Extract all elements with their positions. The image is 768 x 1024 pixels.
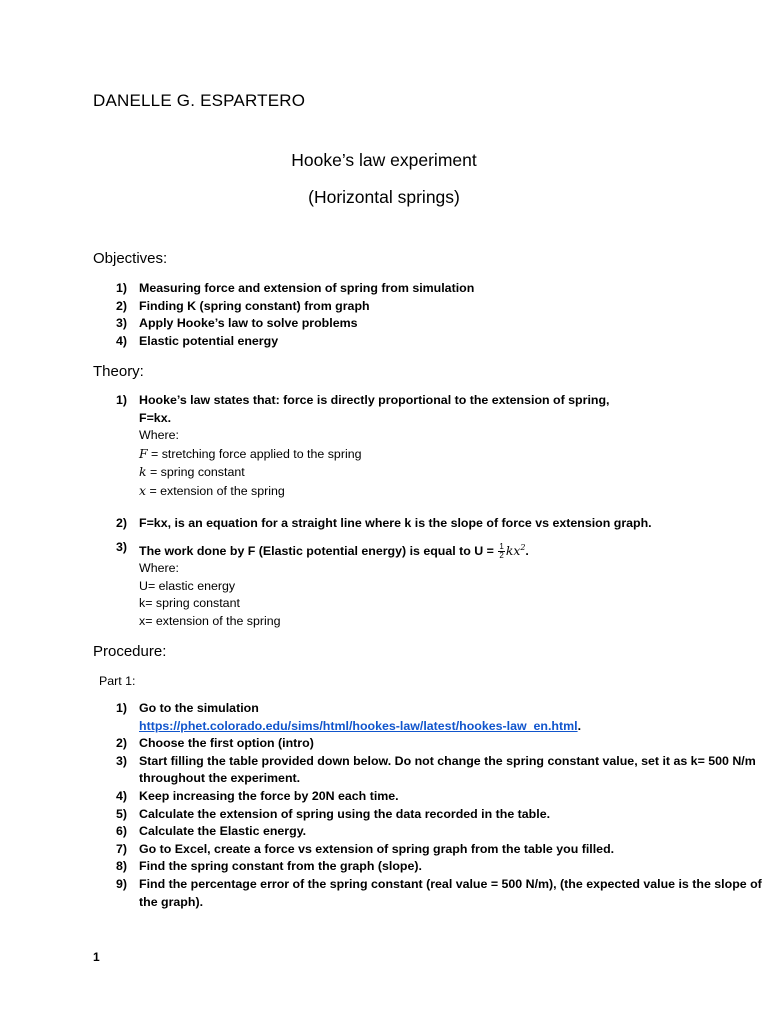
theory-list-1 — [0, 392, 609, 501]
list-item: 3) Apply Hooke’s law to solve problems — [116, 316, 358, 331]
objectives-list — [0, 280, 474, 350]
theory-item-work-done: 3) The work done by F (Elastic potential energy) is equal to U = $\frac{1}{2}$ $kx^2$. — [116, 540, 529, 561]
list-item: 3) Start filling the table provided down below. Do not change the spring constant value, set it as k= 500 N/m throughout the experiment. — [116, 753, 756, 786]
theory-list-3 — [0, 539, 529, 561]
list-item: 6) Calculate the Elastic energy. — [116, 824, 307, 839]
list-item: 7) Go to Excel, create a force vs extension of spring graph from the table you filled. — [116, 841, 615, 856]
document-subtitle: (Horizontal springs) — [308, 187, 460, 207]
list-item: 1) Go to the simulation https://phet.colorado.edu/sims/html/hookes-law/latest/hookes-law_en.html. — [116, 701, 582, 733]
theory-item-hookes-law: 1) Hooke’s law states that: force is directly proportional to the extension of spring, F=kx. Where: F = stretching force applied to the spring k = spring constant x = extension of the spring — [116, 393, 610, 498]
procedure-heading: Procedure: — [93, 643, 167, 660]
list-item: 2) Finding K (spring constant) from graph — [116, 298, 370, 313]
document-title: Hooke’s law experiment — [291, 150, 477, 170]
simulation-link[interactable]: https://phet.colorado.edu/sims/html/hookes-law/latest/hookes-law_en.html — [139, 718, 578, 733]
fraction-one-half: $\frac{1}{2}$ — [499, 542, 504, 561]
list-item: 4) Elastic potential energy — [116, 333, 279, 348]
extension-symbol: x — [139, 482, 146, 498]
force-symbol: F — [139, 445, 148, 461]
spring-constant-symbol: k — [139, 464, 147, 480]
list-item: 5) Calculate the extension of spring using the data recorded in the table. — [116, 806, 551, 821]
objectives-heading: Objectives: — [93, 250, 168, 267]
part-label: Part 1: — [99, 674, 136, 688]
theory-list-3-where: Where: U= elastic energy k= spring constant x= extension of the spring — [139, 561, 281, 628]
theory-heading: Theory: — [93, 363, 144, 380]
procedure-list — [0, 700, 768, 911]
author-name: DANELLE G. ESPARTERO — [93, 91, 306, 110]
list-item: 1) Measuring force and extension of spring from simulation — [116, 281, 475, 295]
page-number: 1 — [93, 950, 100, 964]
theory-list-2 — [0, 515, 652, 533]
list-item: 9) Find the percentage error of the spring constant (real value = 500 N/m), (the expected value is the slope of the graph). — [116, 876, 762, 909]
list-item: 8) Find the spring constant from the graph (slope). — [116, 859, 422, 874]
theory-item-straight-line: 2) F=kx, is an equation for a straight line where k is the slope of force vs extension graph. — [116, 516, 652, 530]
list-item: 2) Choose the first option (intro) — [116, 736, 314, 751]
list-item: 4) Keep increasing the force by 20N each time. — [116, 788, 399, 803]
